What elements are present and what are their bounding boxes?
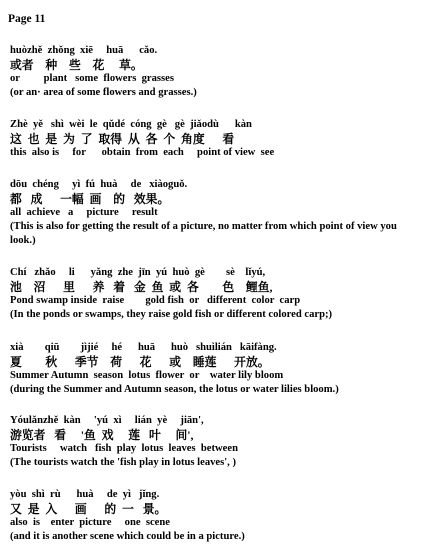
- english-gloss-line: Tourists watch fish play lotus leaves between: [10, 443, 238, 454]
- stanza-7: [10, 488, 420, 544]
- translation-line: (The tourists watch the 'fish play in lotus leaves', ): [10, 457, 237, 468]
- pinyin-line: dōu chéng yì fú huà de xiàoguǒ.: [10, 179, 188, 190]
- hanzi-line: 又 是 入 画 的 一 景。: [10, 502, 167, 516]
- hanzi-line: 夏 秋 季节 荷 花 或 睡莲 开放。: [10, 355, 270, 369]
- stanza-2: [10, 118, 420, 160]
- hanzi-line: 都 成 一幅 画 的 效果。: [10, 192, 170, 206]
- stanza-3: [10, 178, 420, 248]
- english-gloss-line: or plant some flowers grasses: [10, 73, 174, 84]
- translation-line: (and it is another scene which could be in a picture.): [10, 531, 245, 542]
- pinyin-line: Zhè yě shì wèi le qǔdé cóng gè gè jiǎodù kàn: [10, 119, 252, 130]
- english-gloss-line: all achieve a picture result: [10, 207, 158, 218]
- english-gloss-line: also is enter picture one scene: [10, 517, 170, 528]
- translation-line: (This is also for getting the result of a picture, no matter from which point of view you look.): [10, 221, 397, 246]
- pinyin-line: Yóulǎnzhě kàn 'yú xì lián yè jiān',: [10, 415, 204, 426]
- pinyin-line: xià qiū jìjié hé huā huò shuìlián kāifàng.: [10, 342, 277, 353]
- english-gloss-line: Pond swamp inside raise gold fish or different color carp: [10, 295, 301, 306]
- stanza-1: [10, 44, 420, 100]
- hanzi-line: 池 沼 里 养 着 金 鱼 或 各 色 鲤鱼,: [10, 280, 273, 294]
- stanza-4: [10, 266, 420, 322]
- translation-line: (during the Summer and Autumn season, the lotus or water lilies bloom.): [10, 384, 339, 395]
- english-gloss-line: Summer Autumn season lotus flower or water lily bloom: [10, 370, 284, 381]
- pinyin-line: huòzhě zhǒng xiē huā cǎo.: [10, 45, 158, 56]
- translation-line: (or an· area of some flowers and grasses.): [10, 87, 197, 98]
- page-title: Page 11: [8, 13, 46, 25]
- pinyin-line: Chí zhǎo li yǎng zhe jīn yú huò gè sè lǐyú,: [10, 267, 266, 278]
- english-gloss-line: this also is for obtain from each point of view see: [10, 147, 275, 158]
- hanzi-line: 或者 种 些 花 草。: [10, 58, 143, 72]
- pinyin-line: yòu shì rù huà de yì jǐng.: [10, 489, 160, 500]
- translation-line: (In the ponds or swamps, they raise gold fish or different colored carp;): [10, 309, 333, 320]
- stanza-5: [10, 341, 420, 397]
- hanzi-line: 这 也 是 为 了 取得 从 各 个 角度 看: [10, 132, 235, 146]
- stanza-6: [10, 414, 420, 470]
- hanzi-line: 游览者 看 '鱼 戏 莲 叶 间',: [10, 428, 194, 442]
